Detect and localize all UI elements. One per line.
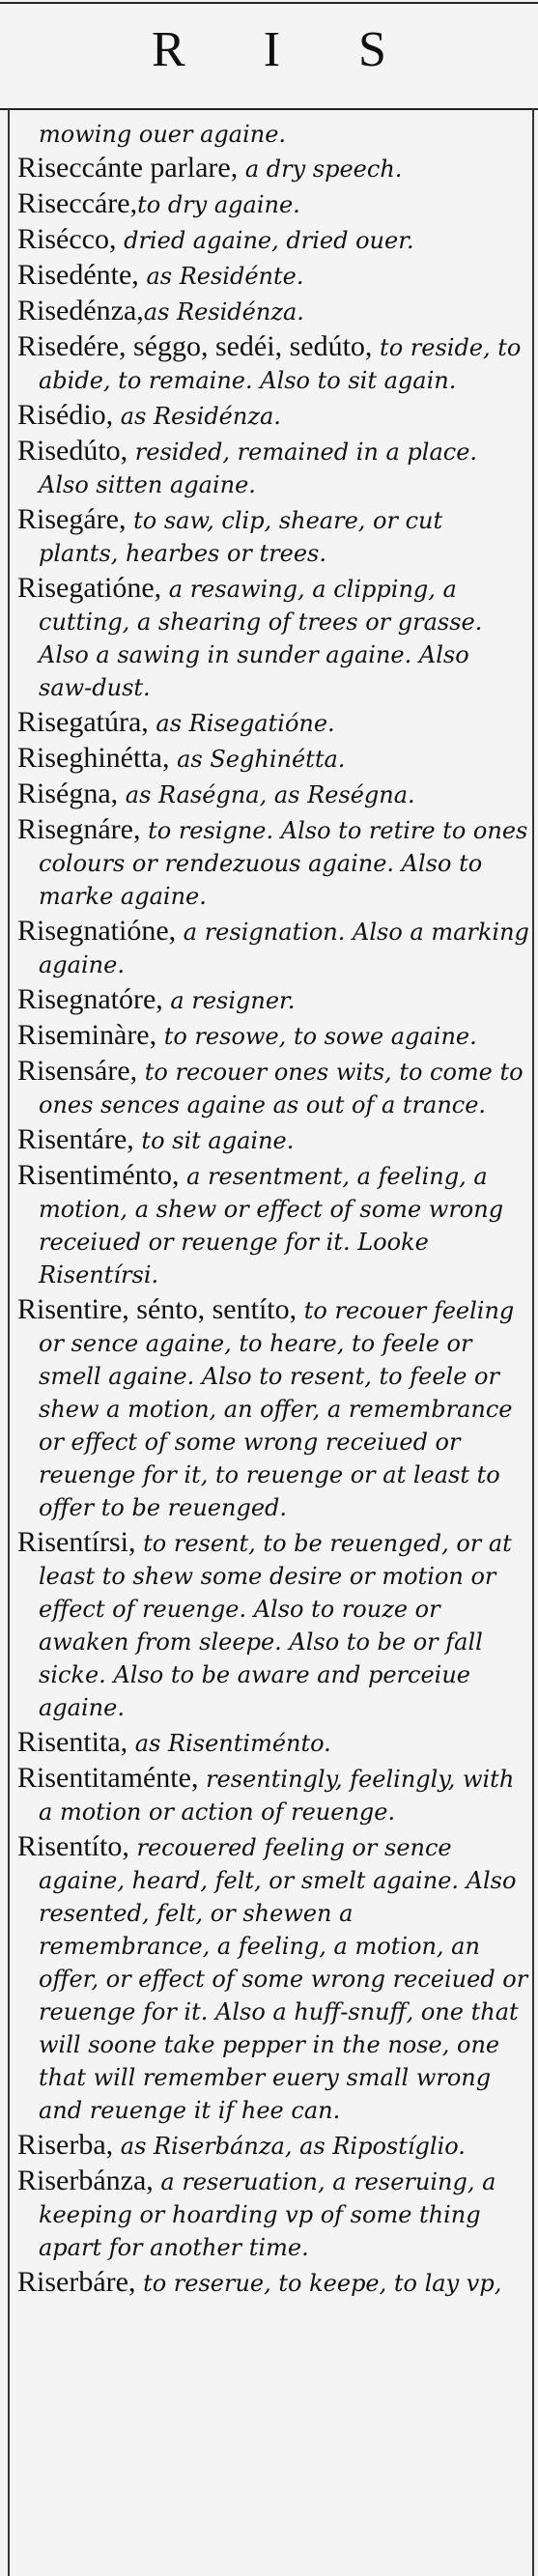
definition: to resigne. Also to retire to ones colours or rendezuous againe. Also to marke againe. [39,817,528,910]
headword: Risedénte, [17,259,139,291]
definition: dried againe, dried ouer. [116,227,414,254]
headword: Risensáre, [17,1055,138,1087]
dictionary-entry [17,399,529,432]
dictionary-entry [17,706,529,739]
dictionary-entry [17,2165,529,2263]
headword: Risegnatióne, [17,915,177,947]
dictionary-entry [17,2266,529,2299]
definition: as Residénte. [138,263,304,290]
running-head: R I S [152,22,419,77]
definition: as Riserbánza, as Ripostíglio. [113,2133,466,2160]
headword: Risécco, [17,223,117,255]
definition: to recouer ones wits, to come to ones sences againe as out of a trance. [39,1059,524,1118]
definition: a resawing, a clipping, a cutting, a shearing of trees or grasse. Also a sawing in sunder againe. Also saw-dust. [39,576,483,701]
left-column-rule [8,108,10,2576]
dictionary-entry [17,813,529,912]
dictionary-entry [17,1055,529,1120]
dictionary-entry [17,1123,529,1156]
definition: as Residénza. [113,403,281,430]
definition: to dry againe. [137,191,300,218]
headword: Risegnatóre, [17,983,163,1015]
headword: Risedénza, [17,295,144,326]
definition: to resent, to be reuenged, or at least to shew some desire or motion or effect of reuenge. Also to rouze or awaken from sleepe. Also to be or fall sicke. Also to be aware and perceiue againe. [39,1530,512,1721]
definition: recouered feeling or sence againe, heard, felt, or smelt againe. Also resented, felt, or shewen a remembrance, a feeling, a motion, an offer, or effect of some wrong receiued or reuenge for it. Also a huff-snuff, one that will soone take pepper in the nose, one that will remember euery small wrong and reuenge it if hee can. [39,1834,528,2124]
definition: as Seghinétta. [169,746,346,773]
dictionary-entry [17,223,529,256]
headword: Riseccánte parlare, [17,152,239,184]
headword: Riseghinétta, [17,742,170,774]
dictionary-entry [17,1762,529,1827]
dictionary-entry [17,742,529,775]
headword: Riserbáre, [17,2266,136,2298]
header-rule [0,108,538,110]
dictionary-entry [17,1293,529,1523]
definition: as Residénza. [143,298,304,326]
definition: resided, remained in a place. Also sitten againe. [39,439,478,498]
definition: to reserue, to keepe, to lay vp, [135,2270,502,2297]
headword: Riségna, [17,778,119,809]
definition: as Raségna, as Reségna. [118,781,415,808]
headword: Risentita, [17,1726,128,1758]
definition: a resigner. [162,987,296,1014]
definition: resentingly, feelingly, with a motion or action of reuenge. [39,1766,515,1826]
headword: Risentírsi, [17,1526,136,1558]
definition: to recouer feeling or sence againe, to heare, to feele or smell againe. Also to resent, to feele or shew a motion, an offer, a remembrance or effect of some wrong receiued or reuenge for it, to reuenge or at least to offer to be reuenged. [39,1297,515,1521]
headword: Risegatióne, [17,572,162,604]
dictionary-entry [17,259,529,292]
headword: Riseccáre, [17,187,138,219]
dictionary-entry [17,1726,529,1759]
entries-container [17,152,529,2299]
dictionary-entry [17,503,529,569]
dictionary-entry [17,1019,529,1052]
continued-definition: mowing ouer againe. [39,121,287,148]
headword: Risentíto, [17,1830,129,1862]
dictionary-entry [17,152,529,184]
dictionary-entry [17,915,529,980]
headword: Risedére, séggo, sedéi, sedúto, [17,330,373,362]
headword: Risegatúra, [17,706,149,738]
definition: as Risentiménto. [127,1730,331,1757]
dictionary-entry [17,187,529,220]
dictionary-entry [17,1526,529,1723]
definition: as Risegatióne. [148,710,335,737]
definition: a resentment, a feeling, a motion, a shew or effect of some wrong receiued or reuenge for it. Looke Risentírsi. [39,1163,504,1288]
dictionary-entry [17,295,529,327]
headword: Riserbánza, [17,2165,154,2196]
headword: Risentitaménte, [17,1762,199,1794]
headword: Risédio, [17,399,114,431]
headword: Risegáre, [17,503,127,535]
dictionary-entry [17,1159,529,1290]
definition: to saw, clip, sheare, or cut plants, hearbes or trees. [39,507,443,567]
dictionary-entry [17,435,529,500]
definition: to sit againe. [133,1127,295,1154]
dictionary-entry [17,1830,529,2126]
page-header [0,0,538,106]
dictionary-entry [17,983,529,1016]
headword: Risentáre, [17,1123,134,1155]
headword: Risentiménto, [17,1159,180,1191]
dictionary-entry [17,778,529,810]
dictionary-entry [17,572,529,703]
dictionary-entry [17,2129,529,2162]
headword: Riserba, [17,2129,114,2161]
definition: a resignation. Also a marking againe. [39,919,529,978]
definition: a dry speech. [238,156,403,183]
dictionary-entry [17,330,529,396]
definition: a reseruation, a reseruing, a keeping or hoarding vp of some thing apart for another time. [39,2168,496,2261]
right-column-rule [532,108,534,2576]
headword: Risentire, sénto, sentíto, [17,1293,297,1325]
headword: Risedúto, [17,435,128,467]
headword: Riseminàre, [17,1019,157,1051]
definition: to reside, to abide, to remaine. Also to sit again. [39,334,522,394]
headword: Risegnáre, [17,813,141,845]
entry-list [17,120,529,2302]
definition: to resowe, to sowe againe. [156,1023,477,1050]
